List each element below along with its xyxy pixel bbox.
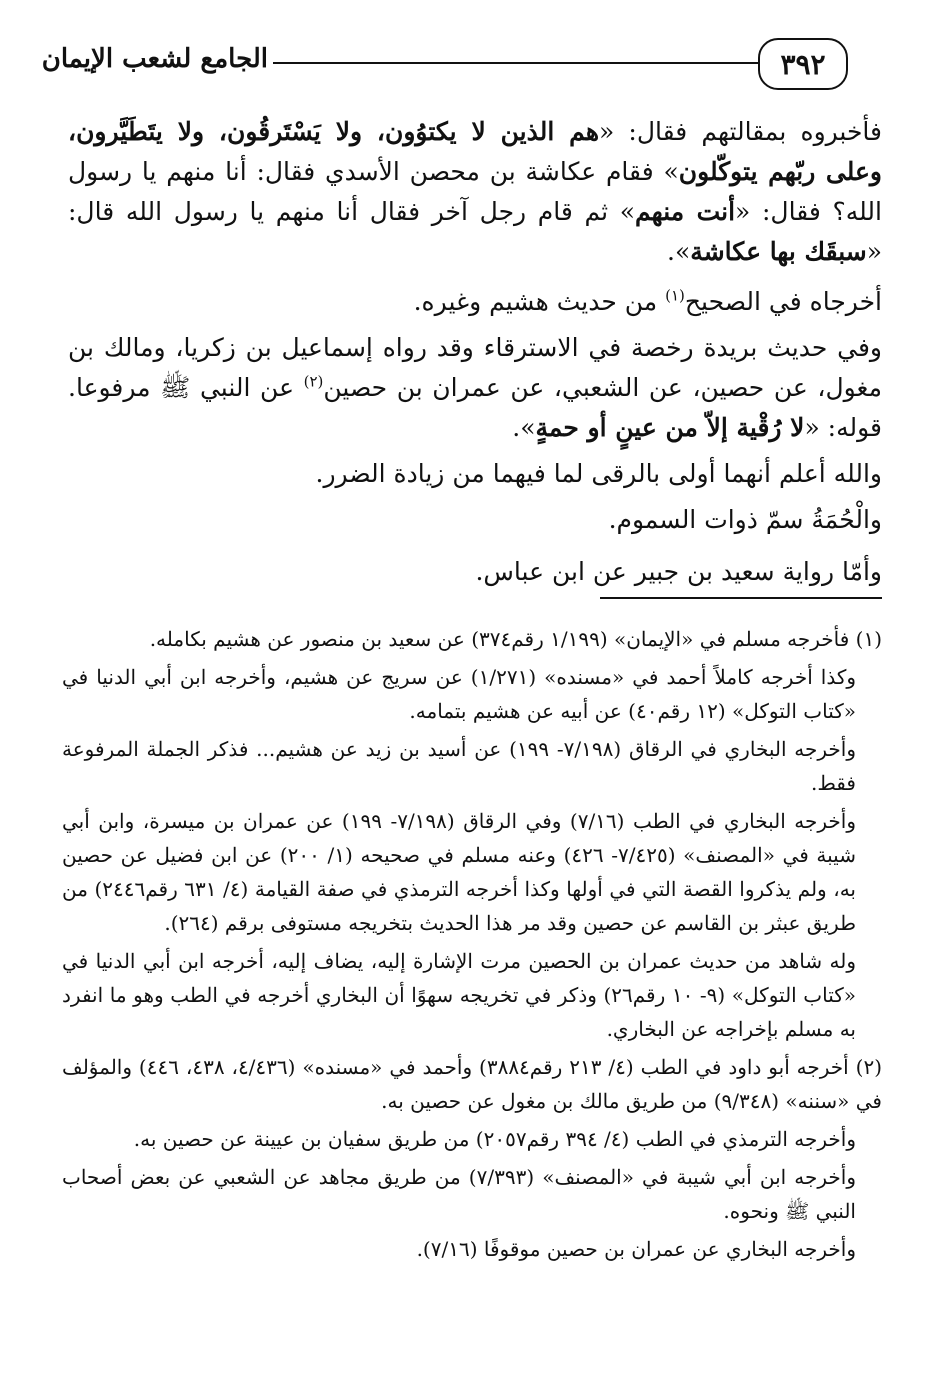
header-rule	[273, 62, 758, 64]
text-run: فأخبروه بمقالتهم فقال: «	[599, 117, 882, 146]
text-run: أخرجاه في الصحيح	[684, 287, 882, 316]
paragraph-4: والله أعلم أنهما أولى بالرقى لما فيهما من زيادة الضرر.	[315, 459, 882, 488]
paragraph-2	[68, 282, 882, 322]
footnote-1-paragraph: وكذا أخرجه كاملاً أحمد في «مسنده» (١/٢٧١) عن سريج عن هشيم، وأخرجه ابن أبي الدنيا في «كتاب التوكل» (١٢ رقم٤٠) عن أبيه عن هشيم بتمامه.	[62, 665, 856, 723]
footnote-separator	[600, 597, 882, 599]
text-run: ».	[512, 413, 536, 442]
text-run: عن النبي ﷺ مرفوعا. قوله: «	[68, 373, 882, 442]
text-run: وفي حديث بريدة رخصة في الاسترقاء وقد رواه إسماعيل بن زكريا، ومالك بن مغول، عن حصين، عن الشعبي، عن عمران بن حصين	[68, 333, 882, 402]
paragraph-1	[68, 112, 882, 272]
footnote-ref-2[interactable]: (٢)	[303, 372, 324, 391]
footnote-2: (٢) أخرجه أبو داود في الطب (٤/ ٢١٣ رقم٣٨٨٤) وأحمد في «مسنده» (٤/٤٣٦، ٤٣٨، ٤٤٦) والمؤلف في «سننه» (٩/٣٤٨) من طريق مالك بن مغول عن حصين به.	[62, 1055, 882, 1113]
paragraph-5: والْحُمَةُ سمّ ذوات السموم.	[608, 505, 882, 534]
text-run: » فقام عكاشة بن محصن الأسدي فقال: أنا منهم يا رسول الله؟ فقال: «	[68, 157, 882, 226]
text-run: ».	[667, 237, 691, 266]
paragraph-3	[68, 328, 882, 448]
paragraph-6: وأمّا رواية سعيد بن جبير عن ابن عباس.	[475, 557, 882, 586]
page-number-badge: ٣٩٢	[758, 38, 848, 90]
footnote-1-paragraph: وأخرجه البخاري في الرقاق (٧/١٩٨- ١٩٩) عن أسيد بن زيد عن هشيم... فذكر الجملة المرفوعة فقط.	[62, 737, 856, 795]
page-header	[41, 38, 848, 90]
hadith-quote: أنت منهم	[635, 197, 736, 226]
footnote-1: (١) فأخرجه مسلم في «الإيمان» (١/١٩٩ رقم٣٧٤) عن سعيد بن منصور عن هشيم بكامله.	[149, 627, 882, 651]
footnote-2-paragraph: وأخرجه البخاري عن عمران بن حصين موقوفًا (٧/١٦).	[416, 1237, 856, 1261]
hadith-quote: لا رُقْية إلاّ من عينٍ أو حمةٍ	[535, 413, 805, 442]
main-text	[68, 104, 882, 592]
footnote-1-paragraph: وله شاهد من حديث عمران بن الحصين مرت الإشارة إليه، يضاف إليه، أخرجه ابن أبي الدنيا في «كتاب التوكل» (٩- ١٠ رقم٢٦) وذكر في تخريجه سهوًا أن البخاري أخرجه في الطب وهو ما انفرد به مسلم بإخراجه عن البخاري.	[62, 949, 856, 1041]
footnote-1-paragraph: وأخرجه البخاري في الطب (٧/١٦) وفي الرقاق (٧/١٩٨- ١٩٩) عن عمران بن ميسرة، وابن أبي شيبة في «المصنف» (٧/٤٢٥- ٤٢٦) وعنه مسلم في صحيحه (١/ ٢٠٠) عن ابن فضيل عن حصين به، ولم يذكروا القصة التي في أولها وكذا أخرجه الترمذي في صفة القيامة (٤/ ٦٣١ رقم٢٤٤٦) من طريق عبثر بن القاسم عن حصين وقد مر هذا الحديث بتخريجه مستوفى برقم (٢٦٤).	[62, 809, 856, 935]
footnote-2-paragraph: وأخرجه ابن أبي شيبة في «المصنف» (٧/٣٩٣) من طريق مجاهد عن الشعبي عن بعض أصحاب النبي ﷺ ونحوه.	[62, 1165, 857, 1223]
running-title: الجامع لشعب الإيمان	[41, 44, 268, 74]
footnote-ref-1[interactable]: (١)	[665, 286, 685, 305]
footnotes	[62, 622, 882, 1270]
hadith-quote: سبقَك بها عكاشة	[690, 237, 867, 266]
footnote-2-paragraph: وأخرجه الترمذي في الطب (٤/ ٣٩٤ رقم٢٠٥٧) من طريق سفيان بن عيينة عن حصين به.	[133, 1127, 856, 1151]
text-run: من حديث هشيم وغيره.	[413, 287, 666, 316]
text-run: » ثم قام رجل آخر فقال أنا منهم يا رسول الله قال: «	[68, 197, 882, 266]
hadith-quote: هم الذين لا يكتوُون، ولا يَسْتَرقُون، ولا يتَطَيَّرون، وعلى ربّهم يتوكّلون	[68, 117, 882, 186]
